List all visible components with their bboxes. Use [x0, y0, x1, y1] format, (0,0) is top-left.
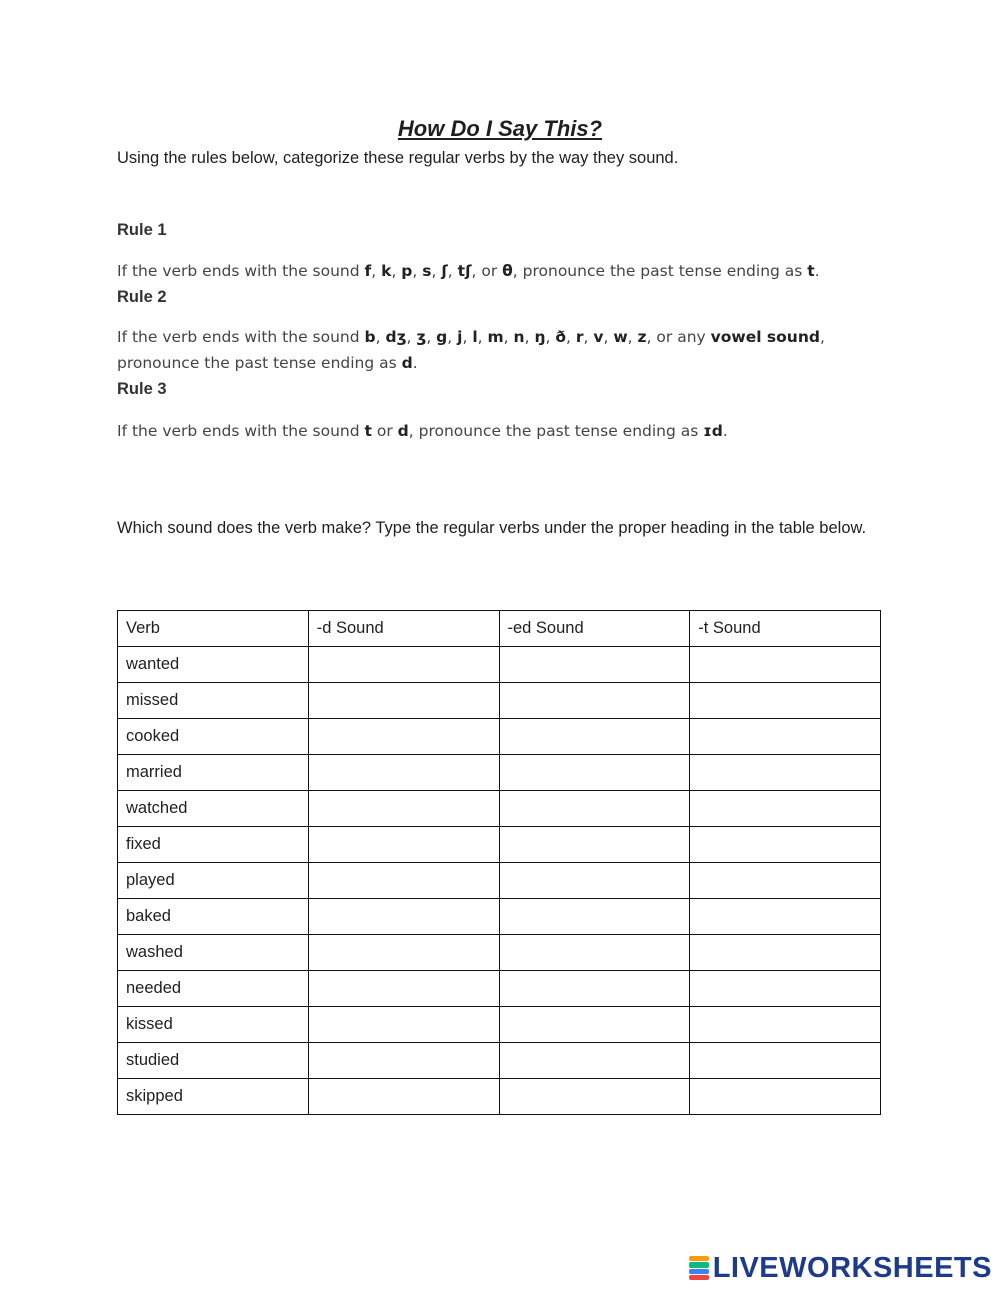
t-sound-answer-cell[interactable]	[690, 755, 881, 791]
ed-sound-answer-cell[interactable]	[499, 863, 690, 899]
ed-sound-answer-cell[interactable]	[499, 755, 690, 791]
verb-cell: wanted	[118, 647, 309, 683]
t-sound-answer-cell[interactable]	[690, 1079, 881, 1115]
verb-cell: washed	[118, 935, 309, 971]
ed-sound-answer-cell[interactable]	[499, 827, 690, 863]
rule-1-heading: Rule 1	[117, 221, 167, 239]
verb-cell: played	[118, 863, 309, 899]
instructions-text: Which sound does the verb make? Type the regular verbs under the proper heading in the table below.	[117, 519, 867, 537]
logo-block	[689, 1262, 709, 1267]
table-row	[118, 971, 881, 1007]
d-sound-answer-cell[interactable]	[308, 755, 499, 791]
ed-sound-answer-cell[interactable]	[499, 935, 690, 971]
logo-block	[689, 1275, 709, 1280]
d-sound-answer-cell[interactable]	[308, 1079, 499, 1115]
d-sound-answer-cell[interactable]	[308, 935, 499, 971]
verb-cell: baked	[118, 899, 309, 935]
liveworksheets-brand-text: LIVEWORKSHEETS	[712, 1251, 992, 1284]
intro-text: Using the rules below, categorize these regular verbs by the way they sound.	[117, 149, 679, 167]
ed-sound-answer-cell[interactable]	[499, 1007, 690, 1043]
d-sound-answer-cell[interactable]	[308, 827, 499, 863]
t-sound-answer-cell[interactable]	[690, 1043, 881, 1079]
d-sound-answer-cell[interactable]	[308, 719, 499, 755]
table-row	[118, 683, 881, 719]
ed-sound-answer-cell[interactable]	[499, 683, 690, 719]
d-sound-answer-cell[interactable]	[308, 683, 499, 719]
table-row	[118, 899, 881, 935]
verb-cell: watched	[118, 791, 309, 827]
verb-cell: missed	[118, 683, 309, 719]
ed-sound-answer-cell[interactable]	[499, 791, 690, 827]
t-sound-answer-cell[interactable]	[690, 935, 881, 971]
d-sound-answer-cell[interactable]	[308, 863, 499, 899]
verb-cell: cooked	[118, 719, 309, 755]
rule-1-text: If the verb ends with the sound f, k, p, s, ʃ, tʃ, or θ, pronounce the past tense ending as t.	[117, 262, 820, 280]
header-ed-sound: -ed Sound	[499, 611, 690, 647]
rule-3-heading: Rule 3	[117, 380, 167, 398]
table-row	[118, 791, 881, 827]
t-sound-answer-cell[interactable]	[690, 1007, 881, 1043]
t-sound-answer-cell[interactable]	[690, 899, 881, 935]
table-row	[118, 1079, 881, 1115]
liveworksheets-logo-icon	[689, 1256, 709, 1280]
verb-cell: studied	[118, 1043, 309, 1079]
d-sound-answer-cell[interactable]	[308, 1007, 499, 1043]
table-row	[118, 935, 881, 971]
d-sound-answer-cell[interactable]	[308, 647, 499, 683]
t-sound-answer-cell[interactable]	[690, 791, 881, 827]
t-sound-answer-cell[interactable]	[690, 683, 881, 719]
t-sound-answer-cell[interactable]	[690, 863, 881, 899]
verb-cell: fixed	[118, 827, 309, 863]
t-sound-answer-cell[interactable]	[690, 647, 881, 683]
d-sound-answer-cell[interactable]	[308, 791, 499, 827]
d-sound-answer-cell[interactable]	[308, 1043, 499, 1079]
header-verb: Verb	[118, 611, 309, 647]
table-row	[118, 1007, 881, 1043]
ed-sound-answer-cell[interactable]	[499, 719, 690, 755]
table-row	[118, 1043, 881, 1079]
verb-cell: married	[118, 755, 309, 791]
logo-block	[689, 1269, 709, 1274]
logo-block	[689, 1256, 709, 1261]
rule-3-text: If the verb ends with the sound t or d, pronounce the past tense ending as ɪd.	[117, 422, 728, 440]
table-header-row	[118, 611, 881, 647]
verb-cell: skipped	[118, 1079, 309, 1115]
ed-sound-answer-cell[interactable]	[499, 899, 690, 935]
page-title: How Do I Say This?	[397, 116, 603, 141]
t-sound-answer-cell[interactable]	[690, 827, 881, 863]
table-row	[118, 755, 881, 791]
table-row	[118, 863, 881, 899]
table-row	[118, 719, 881, 755]
header-t-sound: -t Sound	[690, 611, 881, 647]
table-row	[118, 647, 881, 683]
ed-sound-answer-cell[interactable]	[499, 647, 690, 683]
verb-cell: kissed	[118, 1007, 309, 1043]
d-sound-answer-cell[interactable]	[308, 971, 499, 1007]
d-sound-answer-cell[interactable]	[308, 899, 499, 935]
rule-2-text: If the verb ends with the sound b, dʒ, ʒ, g, j, l, m, n, ŋ, ð, r, v, w, z, or any vowel sound, pronounce the past tense ending as d.	[117, 328, 825, 372]
ed-sound-answer-cell[interactable]	[499, 1079, 690, 1115]
liveworksheets-logo	[689, 1253, 992, 1283]
rule-2-heading: Rule 2	[117, 288, 167, 306]
verb-cell: needed	[118, 971, 309, 1007]
ed-sound-answer-cell[interactable]	[499, 1043, 690, 1079]
table-row	[118, 827, 881, 863]
t-sound-answer-cell[interactable]	[690, 971, 881, 1007]
ed-sound-answer-cell[interactable]	[499, 971, 690, 1007]
verb-sound-table	[117, 610, 881, 1115]
header-d-sound: -d Sound	[308, 611, 499, 647]
t-sound-answer-cell[interactable]	[690, 719, 881, 755]
